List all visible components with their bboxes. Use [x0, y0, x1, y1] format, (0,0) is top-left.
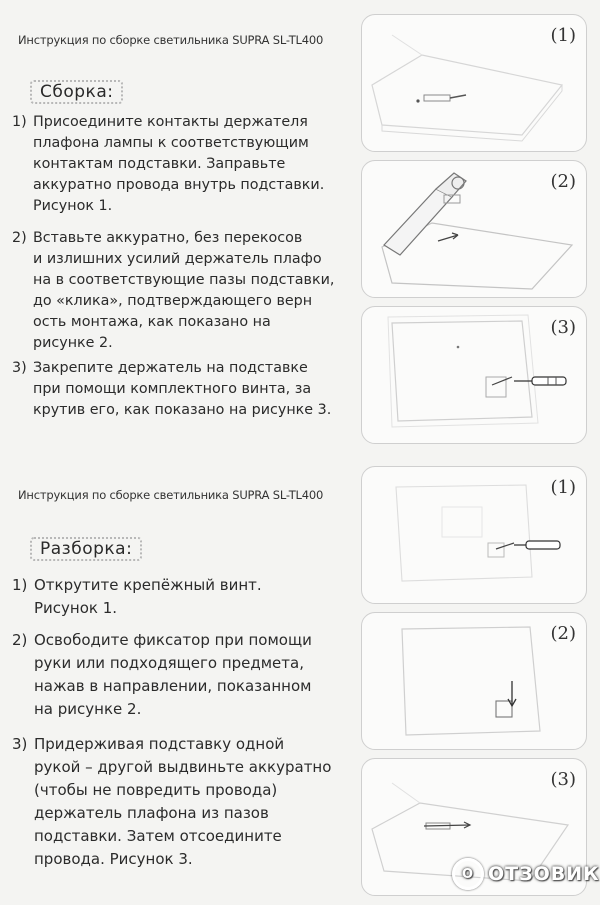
step-number: 2) [12, 631, 28, 649]
step-number: 2) [12, 230, 27, 246]
step-text: Закрепите держатель на подставке при помощи комплектного винта, за крутив его, как показано на рисунке 3. [33, 360, 332, 418]
step-number: 1) [12, 576, 28, 594]
assembly-figure-2 [361, 160, 587, 298]
figure-label: (2) [550, 623, 576, 644]
watermark-text: ОТЗОВИК [488, 863, 600, 885]
figure-label: (1) [550, 477, 576, 498]
disassembly-figure-2 [361, 612, 587, 750]
otzovik-watermark [452, 858, 600, 890]
step-text: Открутите крепёжный винт. Рисунок 1. [34, 576, 262, 617]
step-text: Вставьте аккуратно, без перекосов и излишних усилий держатель плафо на в соответствующие пазы подставки, до «клика», подтверждающего верн ость монтажа, как показано на рисунке 2. [33, 230, 335, 351]
assembly-figure-1 [361, 14, 587, 152]
otzovik-logo-icon: О [452, 858, 484, 890]
figure-label: (2) [550, 171, 576, 192]
step-number: 1) [12, 114, 27, 130]
figure-label: (3) [550, 769, 576, 790]
figure-label: (3) [550, 317, 576, 338]
assembly-figure-3 [361, 306, 587, 444]
figure-label: (1) [550, 25, 576, 46]
step-number: 3) [12, 735, 28, 753]
disassembly-figure-1 [361, 466, 587, 604]
document-title: Инструкция по сборке светильника SUPRA SL-TL400 [18, 33, 324, 47]
step-text: Присоедините контакты держателя плафона лампы к соответствующим контактам подставки. Заправьте аккуратно провода внутрь подставки. Рисунок 1. [33, 114, 325, 214]
section-heading-assembly: Сборка: [30, 80, 123, 104]
section-heading-disassembly: Разборка: [30, 537, 142, 561]
step-text: Освободите фиксатор при помощи руки или подходящего предмета, нажав в направлении, показанном на рисунке 2. [34, 631, 312, 718]
step-number: 3) [12, 360, 27, 376]
step-text: Придерживая подставку одной рукой – другой выдвиньте аккуратно (чтобы не повредить провода) держатель плафона из пазов подставки. Затем отсоедините провода. Рисунок 3. [34, 735, 332, 868]
document-title: Инструкция по сборке светильника SUPRA SL-TL400 [18, 488, 324, 502]
